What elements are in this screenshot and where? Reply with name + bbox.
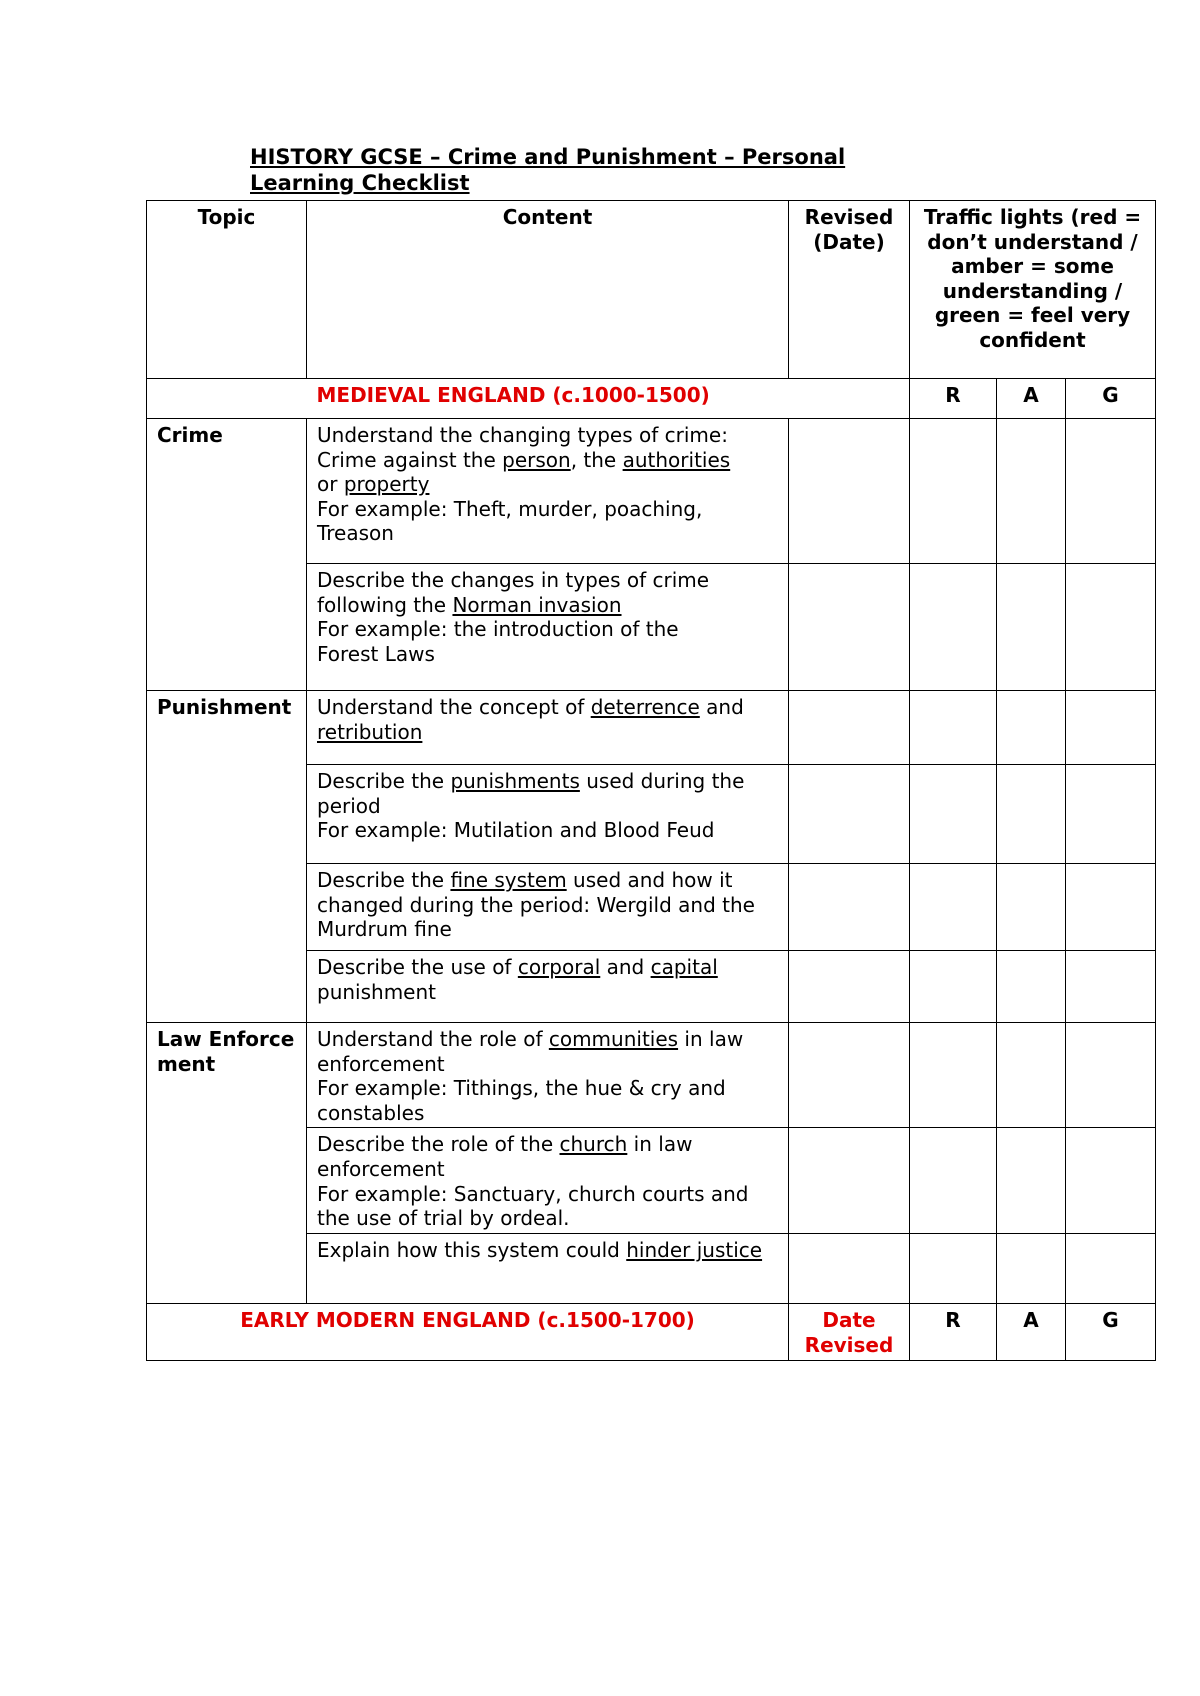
header-topic: Topic: [147, 201, 307, 379]
topic-punishment: Punishment: [147, 691, 307, 1023]
text-fragment: Describe the: [317, 868, 451, 892]
keyword: punishments: [450, 769, 580, 793]
text-fragment: and: [699, 695, 744, 719]
content-cell: [307, 691, 789, 765]
content-cell: [307, 1128, 789, 1234]
content-text: [317, 769, 778, 818]
rag-r-cell[interactable]: [910, 564, 997, 691]
content-cell: [307, 951, 789, 1023]
section-title-early-modern: EARLY MODERN ENGLAND (c.1500-1700): [147, 1304, 789, 1361]
rag-g-cell[interactable]: [1066, 1023, 1156, 1128]
rag-a-cell[interactable]: [997, 691, 1066, 765]
text-fragment: following the: [317, 592, 453, 617]
keyword: hinder justice: [626, 1238, 763, 1263]
date-revised-label: Date Revised: [789, 1304, 910, 1361]
header-content: Content: [307, 201, 789, 379]
rag-g-cell[interactable]: [1066, 765, 1156, 864]
text-fragment: Describe the role of the: [317, 1132, 560, 1157]
content-text: [317, 593, 778, 618]
rag-g: G: [1066, 1304, 1156, 1361]
rag-g-cell[interactable]: [1066, 864, 1156, 951]
content-text: Treason: [317, 521, 394, 546]
header-row: [147, 201, 1156, 379]
text-fragment: and: [600, 955, 651, 979]
keyword: corporal: [517, 955, 601, 979]
header-traffic-lights: Traffic lights (red = don’t understand / amber = some understanding / green = feel very confident: [910, 201, 1156, 379]
rag-a: A: [997, 379, 1066, 419]
section-row-medieval: [147, 379, 1156, 419]
content-text: [317, 1027, 778, 1076]
keyword: deterrence: [590, 695, 700, 719]
table-row: [147, 691, 1156, 765]
header-revised: Revised (Date): [789, 201, 910, 379]
rag-a-cell[interactable]: [997, 1023, 1066, 1128]
revised-date-cell[interactable]: [789, 864, 910, 951]
content-text: For example: Theft, murder, poaching,: [317, 496, 703, 521]
section-row-early-modern: [147, 1304, 1156, 1361]
text-fragment: or: [317, 472, 344, 497]
revised-date-cell[interactable]: [789, 419, 910, 564]
rag-r-cell[interactable]: [910, 864, 997, 951]
revised-date-cell[interactable]: [789, 1023, 910, 1128]
content-text: [317, 472, 778, 497]
rag-g-cell[interactable]: [1066, 1234, 1156, 1304]
keyword: person: [502, 447, 571, 472]
table-row: [147, 1023, 1156, 1128]
section-title-medieval: MEDIEVAL ENGLAND (c.1000-1500): [307, 379, 910, 419]
content-cell: [307, 564, 789, 691]
revised-date-cell[interactable]: [789, 691, 910, 765]
rag-r-cell[interactable]: [910, 1023, 997, 1128]
revised-date-cell[interactable]: [789, 1128, 910, 1234]
rag-g-cell[interactable]: [1066, 691, 1156, 765]
text-fragment: Describe the use of: [317, 955, 518, 979]
content-cell: [307, 419, 789, 564]
topic-law-enforcement: Law Enforcement: [147, 1023, 307, 1304]
text-fragment: in law enforcement: [317, 1027, 744, 1076]
content-cell: [307, 1234, 789, 1304]
content-text: [317, 448, 778, 473]
rag-a: A: [997, 1304, 1066, 1361]
revised-date-cell[interactable]: [789, 1234, 910, 1304]
rag-a-cell[interactable]: [997, 1128, 1066, 1234]
rag-r-cell[interactable]: [910, 951, 997, 1023]
rag-r-cell[interactable]: [910, 765, 997, 864]
keyword: capital: [650, 955, 718, 979]
rag-r-cell[interactable]: [910, 691, 997, 765]
text-fragment: Understand the concept of: [317, 695, 591, 719]
document-title: HISTORY GCSE – Crime and Punishment – Personal Learning Checklist: [250, 145, 846, 195]
text-fragment: Crime against the: [317, 447, 503, 472]
text-fragment: , the: [570, 447, 623, 472]
keyword: property: [343, 472, 430, 497]
rag-g: G: [1066, 379, 1156, 419]
rag-g-cell[interactable]: [1066, 419, 1156, 564]
text-fragment: in law enforcement: [317, 1132, 693, 1181]
content-text: For example: the introduction of the: [317, 617, 679, 642]
text-fragment: punishment: [317, 979, 437, 1004]
content-text: Understand the changing types of crime:: [317, 423, 728, 447]
section-spacer: [147, 379, 307, 419]
revised-date-cell[interactable]: [789, 564, 910, 691]
text-fragment: used and how it changed during the period: Wergild and the Murdrum fine: [317, 868, 755, 942]
checklist-table: [146, 200, 1156, 1361]
rag-r-cell[interactable]: [910, 1234, 997, 1304]
keyword: Norman invasion: [452, 592, 622, 617]
keyword: communities: [548, 1027, 679, 1051]
rag-r: R: [910, 1304, 997, 1361]
revised-date-cell[interactable]: [789, 765, 910, 864]
rag-a-cell[interactable]: [997, 864, 1066, 951]
topic-crime: Crime: [147, 419, 307, 691]
keyword: fine system: [450, 868, 567, 892]
content-text: Forest Laws: [317, 641, 435, 666]
rag-r-cell[interactable]: [910, 1128, 997, 1234]
rag-r-cell[interactable]: [910, 419, 997, 564]
rag-a-cell[interactable]: [997, 1234, 1066, 1304]
keyword: retribution: [317, 719, 423, 744]
keyword: authorities: [622, 447, 731, 472]
rag-a-cell[interactable]: [997, 419, 1066, 564]
content-text: For example: Tithings, the hue & cry and constables: [317, 1076, 726, 1125]
content-text: Describe the changes in types of crime: [317, 568, 710, 592]
rag-a-cell[interactable]: [997, 564, 1066, 691]
content-cell: [307, 1023, 789, 1128]
revised-date-cell[interactable]: [789, 951, 910, 1023]
content-cell: [307, 864, 789, 951]
rag-r: R: [910, 379, 997, 419]
rag-a-cell[interactable]: [997, 951, 1066, 1023]
text-fragment: Describe the: [317, 769, 451, 793]
table-row: [147, 419, 1156, 564]
rag-a-cell[interactable]: [997, 765, 1066, 864]
rag-g-cell[interactable]: [1066, 951, 1156, 1023]
content-text: [317, 1132, 778, 1181]
rag-g-cell[interactable]: [1066, 564, 1156, 691]
rag-g-cell[interactable]: [1066, 1128, 1156, 1234]
content-text: For example: Sanctuary, church courts and the use of trial by ordeal.: [317, 1181, 749, 1231]
keyword: church: [559, 1132, 628, 1157]
text-fragment: used during the period: [317, 769, 745, 818]
content-cell: [307, 765, 789, 864]
text-fragment: Understand the role of: [317, 1027, 549, 1051]
content-text: For example: Mutilation and Blood Feud: [317, 818, 715, 843]
text-fragment: Explain how this system could: [317, 1238, 627, 1263]
